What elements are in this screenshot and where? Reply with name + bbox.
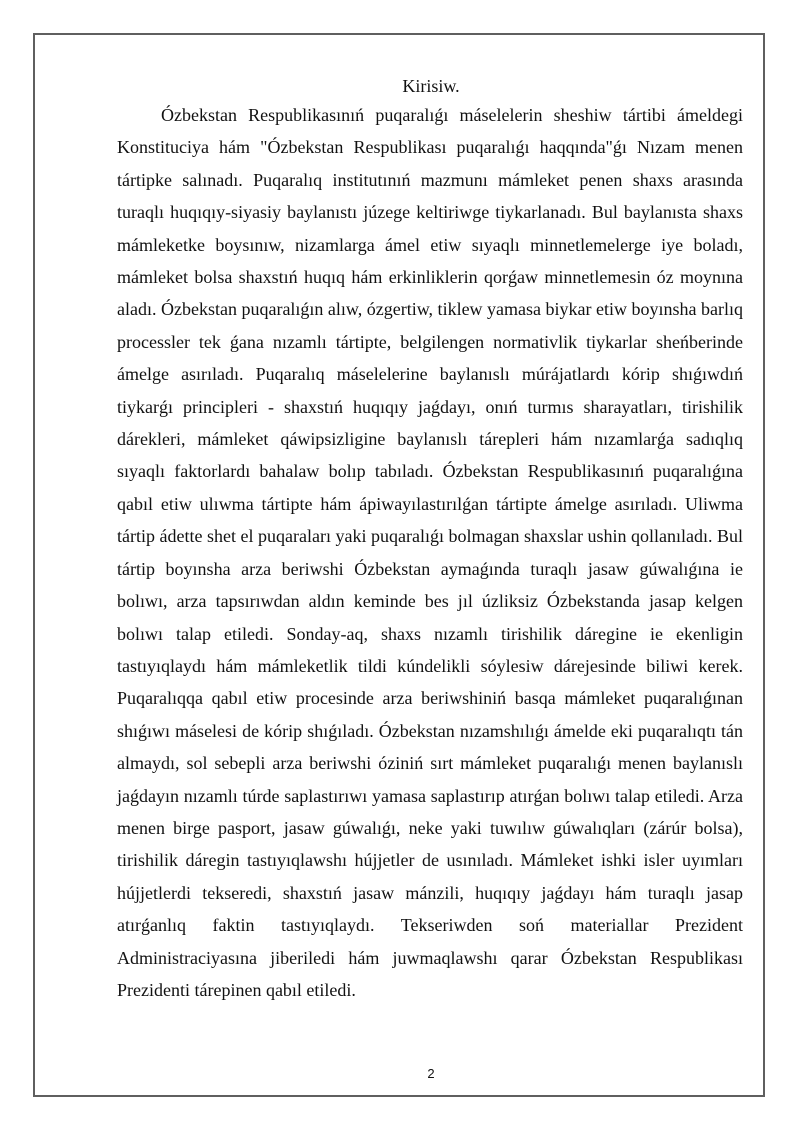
document-title: Kirisiw. — [402, 76, 460, 96]
page-number: 2 — [427, 1066, 435, 1081]
body-paragraph: Ózbekstan Respublikasınıń puqaralıǵı máselelerin sheshiw tártibi ámeldegi Konstituciya hám "Ózbekstan Respublikası puqaralıǵı haqqında"ǵı Nızam menen tártipke salınadı. Puqaralıq institutınıń mazmunı mámleket penen shaxs arasında turaqlı huqıqıy-siyasiy baylanıstı júzege keltiriwge tiykarlanadı. Bul baylanısta shaxs mámleketke boysınıw, nizamlarga ámel etiw sıyaqlı minnetlemelerge iye boladı, mámleket bolsa shaxstıń huqıq hám erkinliklerin qorǵaw minnetlemesin óz moynına aladı. Ózbekstan puqaralıǵın alıw, ózgertiw, tiklew yamasa biykar etiw boyınsha barlıq processler tek ǵana nızamlı tártipte, belgilengen normativlik tiykarlar sheńberinde ámelge asırıladı. Puqaralıq máselelerine baylanıslı múrájatlardı kórip shıǵıwdıń tiykarǵı principleri - shaxstıń huqıqıy jaǵdayı, onıń turmıs sharayatları, tirishilik dárekleri, mámleket qáwipsizligine baylanıslı tárepleri hám nızamlarǵa sadıqlıq sıyaqlı faktorlardı bahalaw bolıp tabıladı. Ózbekstan Respublikasınıń puqaralıǵına qabıl etiw ulıwma tártipte hám ápiwayılastırılǵan tártipte ámelge asırıladı. Uliwma tártip ádette shet el puqaraları yaki puqaralıǵı bolmagan shaxslar ushin qollanıladı. Bul tártip boyınsha arza beriwshi Ózbekstan aymaǵında turaqlı jasaw gúwalıǵına ie bolıwı, arza tapsırıwdan aldın keminde bes jıl úzliksiz Ózbekstanda jasap kelgen bolıwı talap etiledi. Sonday-aq, shaxs nızamlı tirishilik dáregine ie ekenligin tastıyıqlaydı hám mámleketlik tildi kúndelikli sóylesiw dárejesinde biliwi kerek. Puqaralıqqa qabıl etiw procesinde arza beriwshiniń basqa mámleket puqaralıǵınan shıǵıwı máselesi de kórip shıǵıladı. Ózbekstan nızamshılıǵı ámelde eki puqaralıqtı tán almaydı, sol sebepli arza beriwshi óziniń sırt mámleket puqaralıǵı menen baylanıslı jaǵdayın nızamlı túrde saplastırıwı yamasa saplastırıp atırǵan bolıwı talap etiledi. Arza menen birge pasport, jasaw gúwalıǵı, neke yaki tuwılıw gúwalıqları (zárúr bolsa), tirishilik dáregin tastıyıqlawshı hújjetler de usınıladı. Mámleket ishki isler uyımları hújjetlerdi tekseredi, shaxstıń jasaw mánzili, huqıqıy jaǵdayı hám turaqlı jasap atırǵanlıq faktin tastıyıqlaydı. Tekseriwden soń materiallar Prezident Administraciyasına jiberiledi hám juwmaqlawshı qarar Ózbekstan Respublikası Prezidenti tárepinen qabıl etiledi. — [117, 105, 743, 1000]
